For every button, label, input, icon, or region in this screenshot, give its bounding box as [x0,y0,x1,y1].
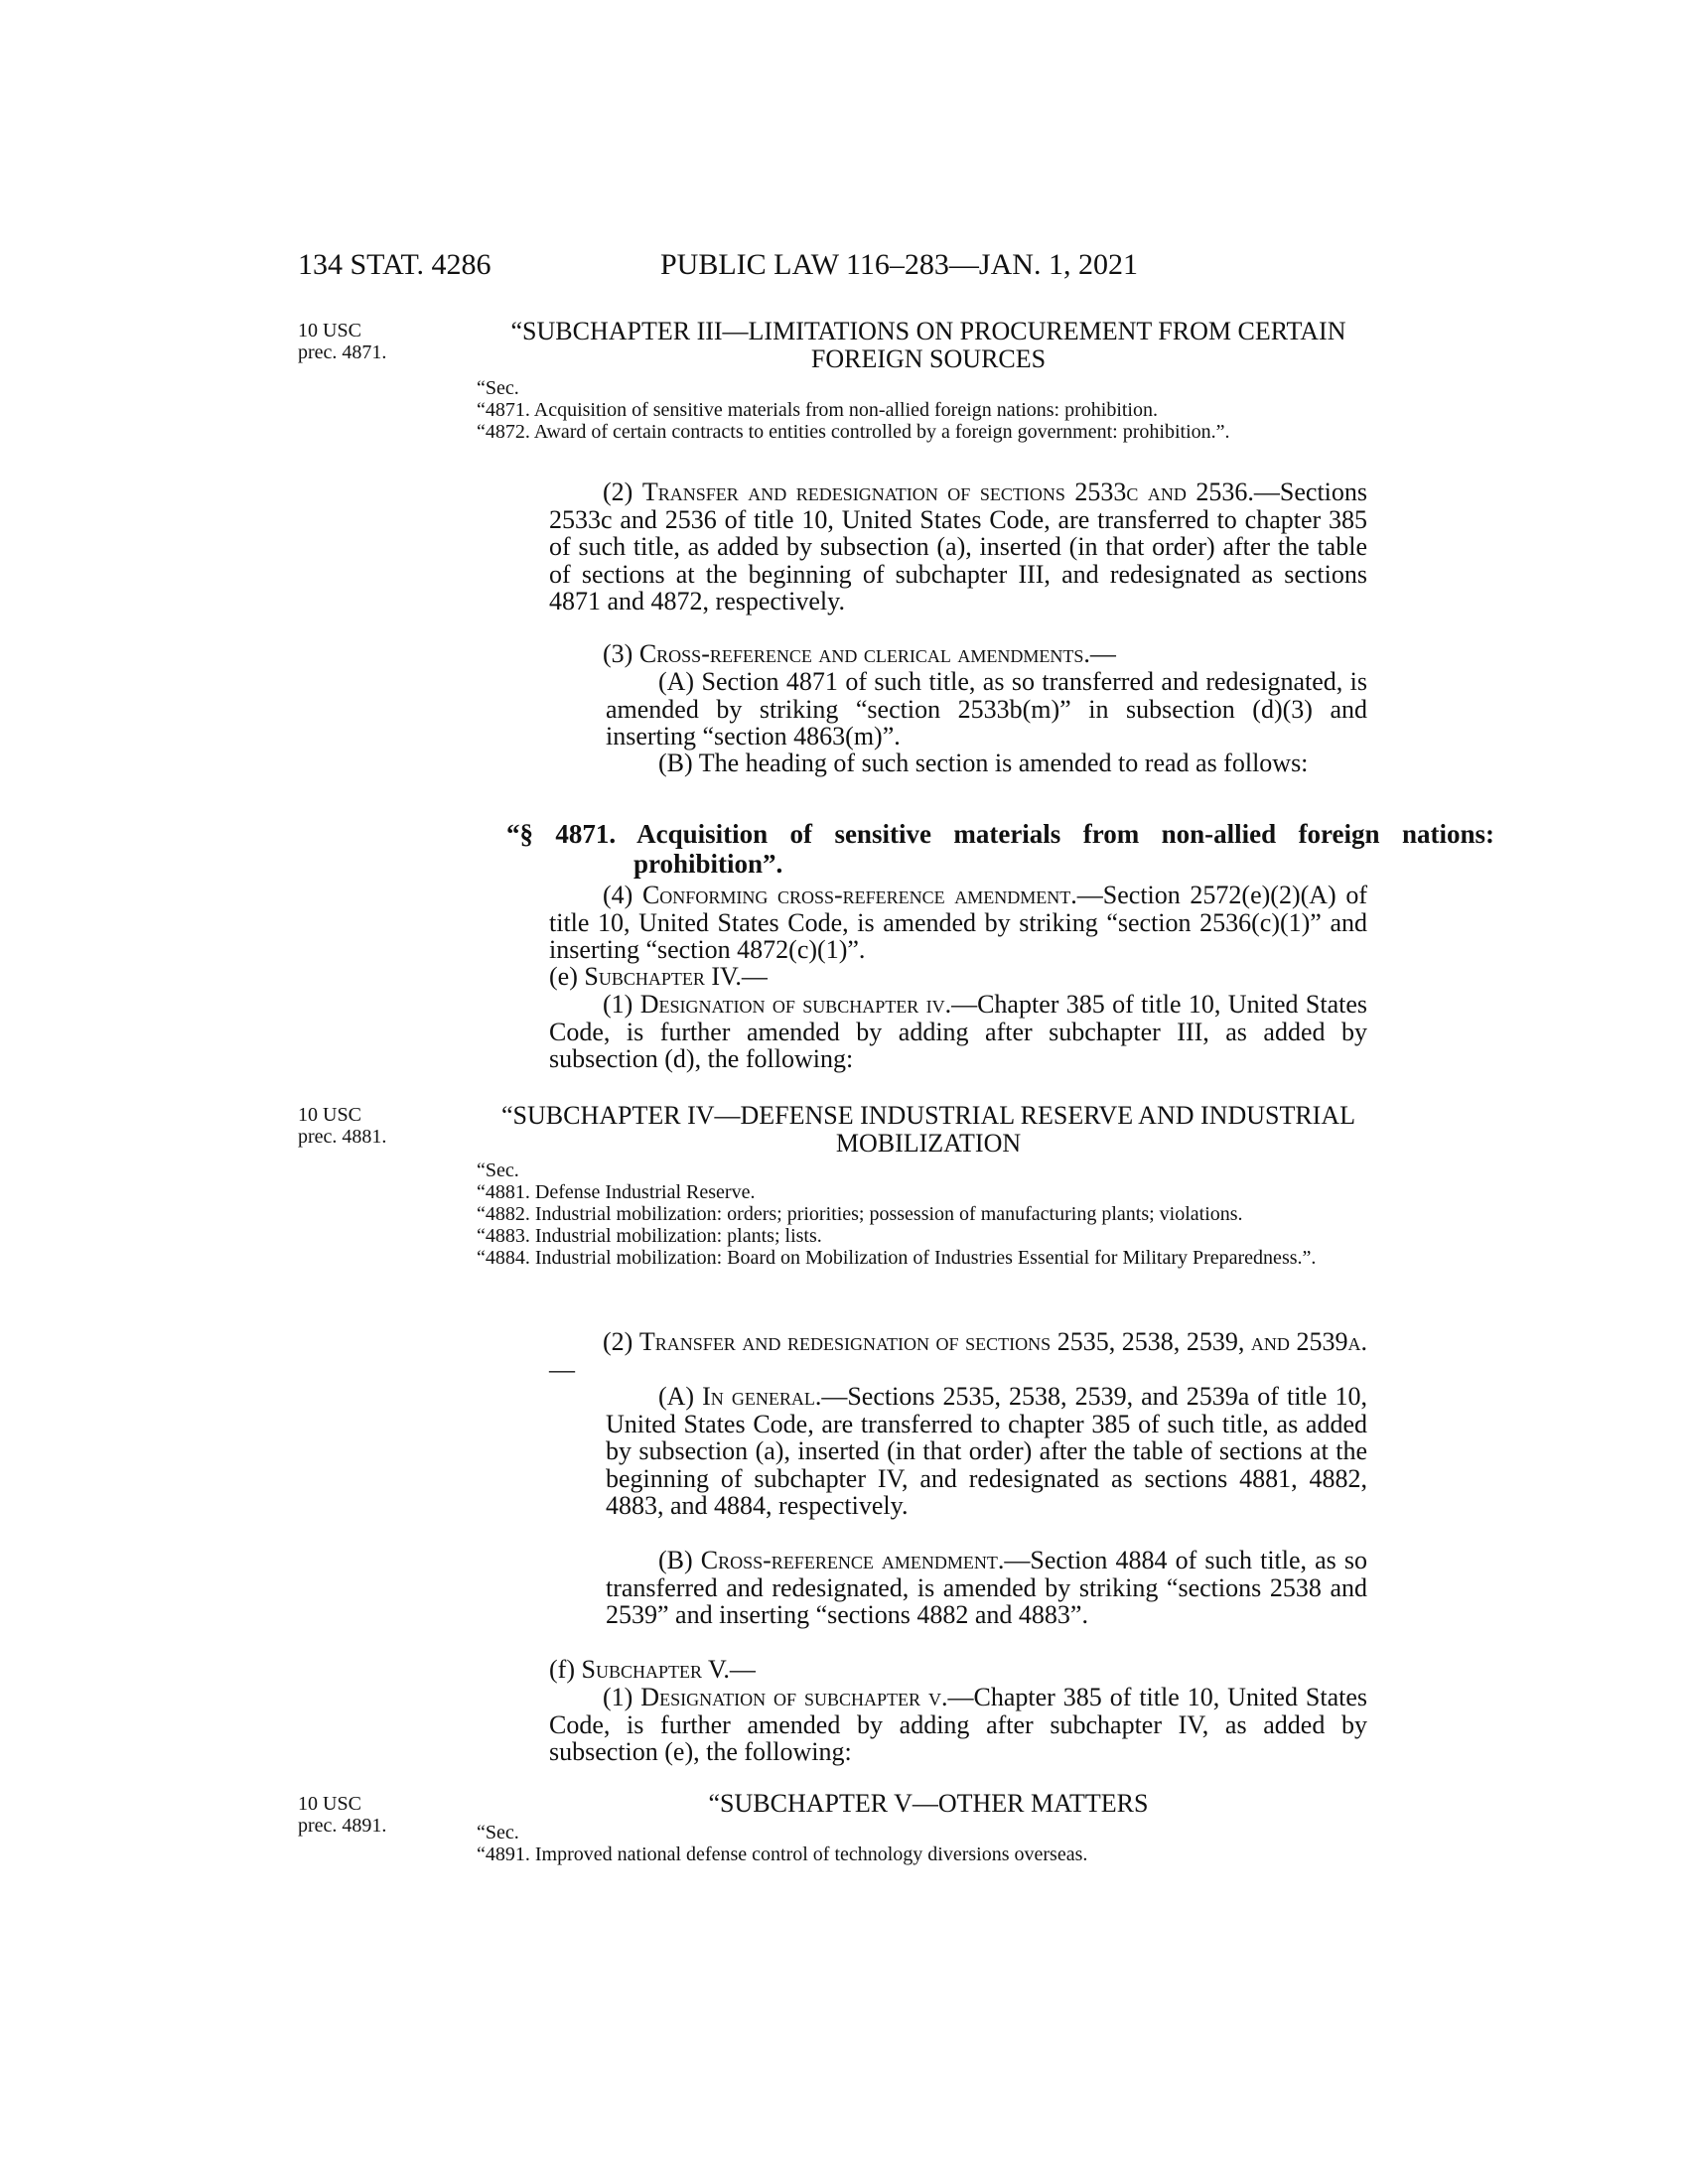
para-text: — [729,1655,756,1684]
para-text: — [741,962,768,991]
paragraph-d3 [603,640,1367,668]
margin-note-line: 10 USC [298,320,361,341]
section-4871-heading: “§ 4871. Acquisition of sensitive materials from non-allied foreign nations: prohibition”. [506,819,1494,879]
paragraph-d3A: (A) Section 4871 of such title, as so transferred and redesignated, is amended by striking “section 2533b(m)” in subsection (d)(3) and inserting “section 4863(m)”. [606,667,1367,751]
para-number: (2) [603,478,633,506]
para-number: (f) [549,1655,575,1684]
para-number: (1) [603,1683,633,1711]
para-number: (2) [603,1327,633,1356]
subchapter-iv-toc [477,1160,1370,1269]
paragraph-e2A [606,1383,1367,1520]
para-caption: Cross-reference amendment. [700,1546,1005,1574]
para-text: —Chapter 385 of title 10, United States Code, is further amended by adding after subchapter IV, as added by subsection (e), the following: [549,1683,1368,1766]
para-caption: Cross-reference and clerical amendments. [638,639,1090,668]
margin-note [298,1104,417,1148]
toc-entry: “4871. Acquisition of sensitive materials from non-allied foreign nations: prohibition. [477,399,1158,421]
subchapter-v-toc [477,1822,1370,1865]
margin-note [298,1793,417,1837]
margin-note-line: prec. 4871. [298,341,387,363]
para-caption: Designation of subchapter iv. [639,990,952,1019]
para-text: —Section 2572(e)(2)(A) of title 10, United States Code, is amended by striking “section 2536(c)(1)” and inserting “section 4872(c)(1)”. [549,881,1367,964]
toc-entry: “4884. Industrial mobilization: Board on Mobilization of Industries Essential for Military Preparedness.”. [477,1247,1317,1269]
toc-entry: “4881. Defense Industrial Reserve. [477,1181,756,1203]
para-text: —Section 4884 of such title, as so transferred and redesignated, is amended by striking “sections 2538 and 2539” and inserting “sections 4882 and 4883”. [606,1546,1368,1629]
toc-entry: “4872. Award of certain contracts to entities controlled by a foreign government: prohibition.”. [477,421,1230,443]
para-text: —Sections 2535, 2538, 2539, and 2539a of title 10, United States Code, are transferred to chapter 385 of such title, as added by subsection (a), inserted (in that order) after the table of sections at the beginning of subchapter IV, and redesignated as sections 4881, 4882, 4883, and 4884, respectively. [606,1382,1367,1520]
toc-entry: “4883. Industrial mobilization: plants; lists. [477,1225,822,1247]
subchapter-iv-heading: “SUBCHAPTER IV—DEFENSE INDUSTRIAL RESERVE AND INDUSTRIAL MOBILIZATION [500,1101,1356,1158]
toc-sec-label: “Sec. [477,377,519,399]
margin-note-line: prec. 4891. [298,1815,387,1837]
para-caption: Subchapter V. [581,1655,730,1684]
toc-entry: “4891. Improved national defense control of technology diversions overseas. [477,1843,1088,1865]
para-caption: Conforming cross-reference amendment. [641,881,1077,909]
paragraph-f1 [549,1684,1367,1766]
para-text: — [549,1354,575,1384]
para-text: — [1089,639,1116,668]
toc-sec-label: “Sec. [477,1822,519,1843]
para-text: —Chapter 385 of title 10, United States Code, is further amended by adding after subchapter III, as added by subsection (d), the following: [549,990,1368,1073]
para-number: (B) [658,1546,693,1574]
subchapter-iii-heading: “SUBCHAPTER III—LIMITATIONS ON PROCUREMENT FROM CERTAIN FOREIGN SOURCES [510,317,1346,373]
para-caption: Transfer and redesignation of sections 2533c and 2536. [641,478,1254,506]
para-caption: Designation of subchapter v. [640,1683,948,1711]
toc-entry: “4882. Industrial mobilization: orders; priorities; possession of manufacturing plants; violations. [477,1203,1243,1225]
paragraph-e2 [549,1328,1367,1383]
paragraph-d2 [549,478,1367,615]
margin-note-line: 10 USC [298,1793,361,1815]
para-number: (1) [603,990,633,1019]
paragraph-d4 [549,882,1367,964]
para-number: (3) [603,639,633,668]
paragraph-e1 [549,991,1367,1073]
paragraph-e2B [606,1547,1367,1629]
page-title: PUBLIC LAW 116–283—JAN. 1, 2021 [660,248,1138,281]
para-text: —Sections 2533c and 2536 of title 10, United States Code, are transferred to chapter 385 of such title, as added by subsection (a), inserted (in that order) after the table of sections at the beginning of subchapter III, and redesignated as sections 4871 and 4872, respectively. [549,478,1368,615]
paragraph-d3B: (B) The heading of such section is amended to read as follows: [658,749,1309,777]
paragraph-e [549,963,1367,991]
toc-sec-label: “Sec. [477,1160,519,1181]
subchapter-v-heading: “SUBCHAPTER V—OTHER MATTERS [708,1789,1149,1818]
margin-note [298,320,417,363]
para-number: (4) [603,881,633,909]
stat-page-number: 134 STAT. 4286 [298,248,492,281]
para-caption: Transfer and redesignation of sections 2535, 2538, 2539, and 2539a. [638,1327,1367,1356]
para-caption: In general. [702,1382,822,1411]
para-caption: Subchapter IV. [584,962,742,991]
para-number: (e) [549,962,578,991]
para-number: (A) [658,1382,695,1411]
margin-note-line: prec. 4881. [298,1126,387,1148]
margin-note-line: 10 USC [298,1104,361,1126]
subchapter-iii-toc [477,377,1370,443]
paragraph-f [549,1656,1367,1684]
